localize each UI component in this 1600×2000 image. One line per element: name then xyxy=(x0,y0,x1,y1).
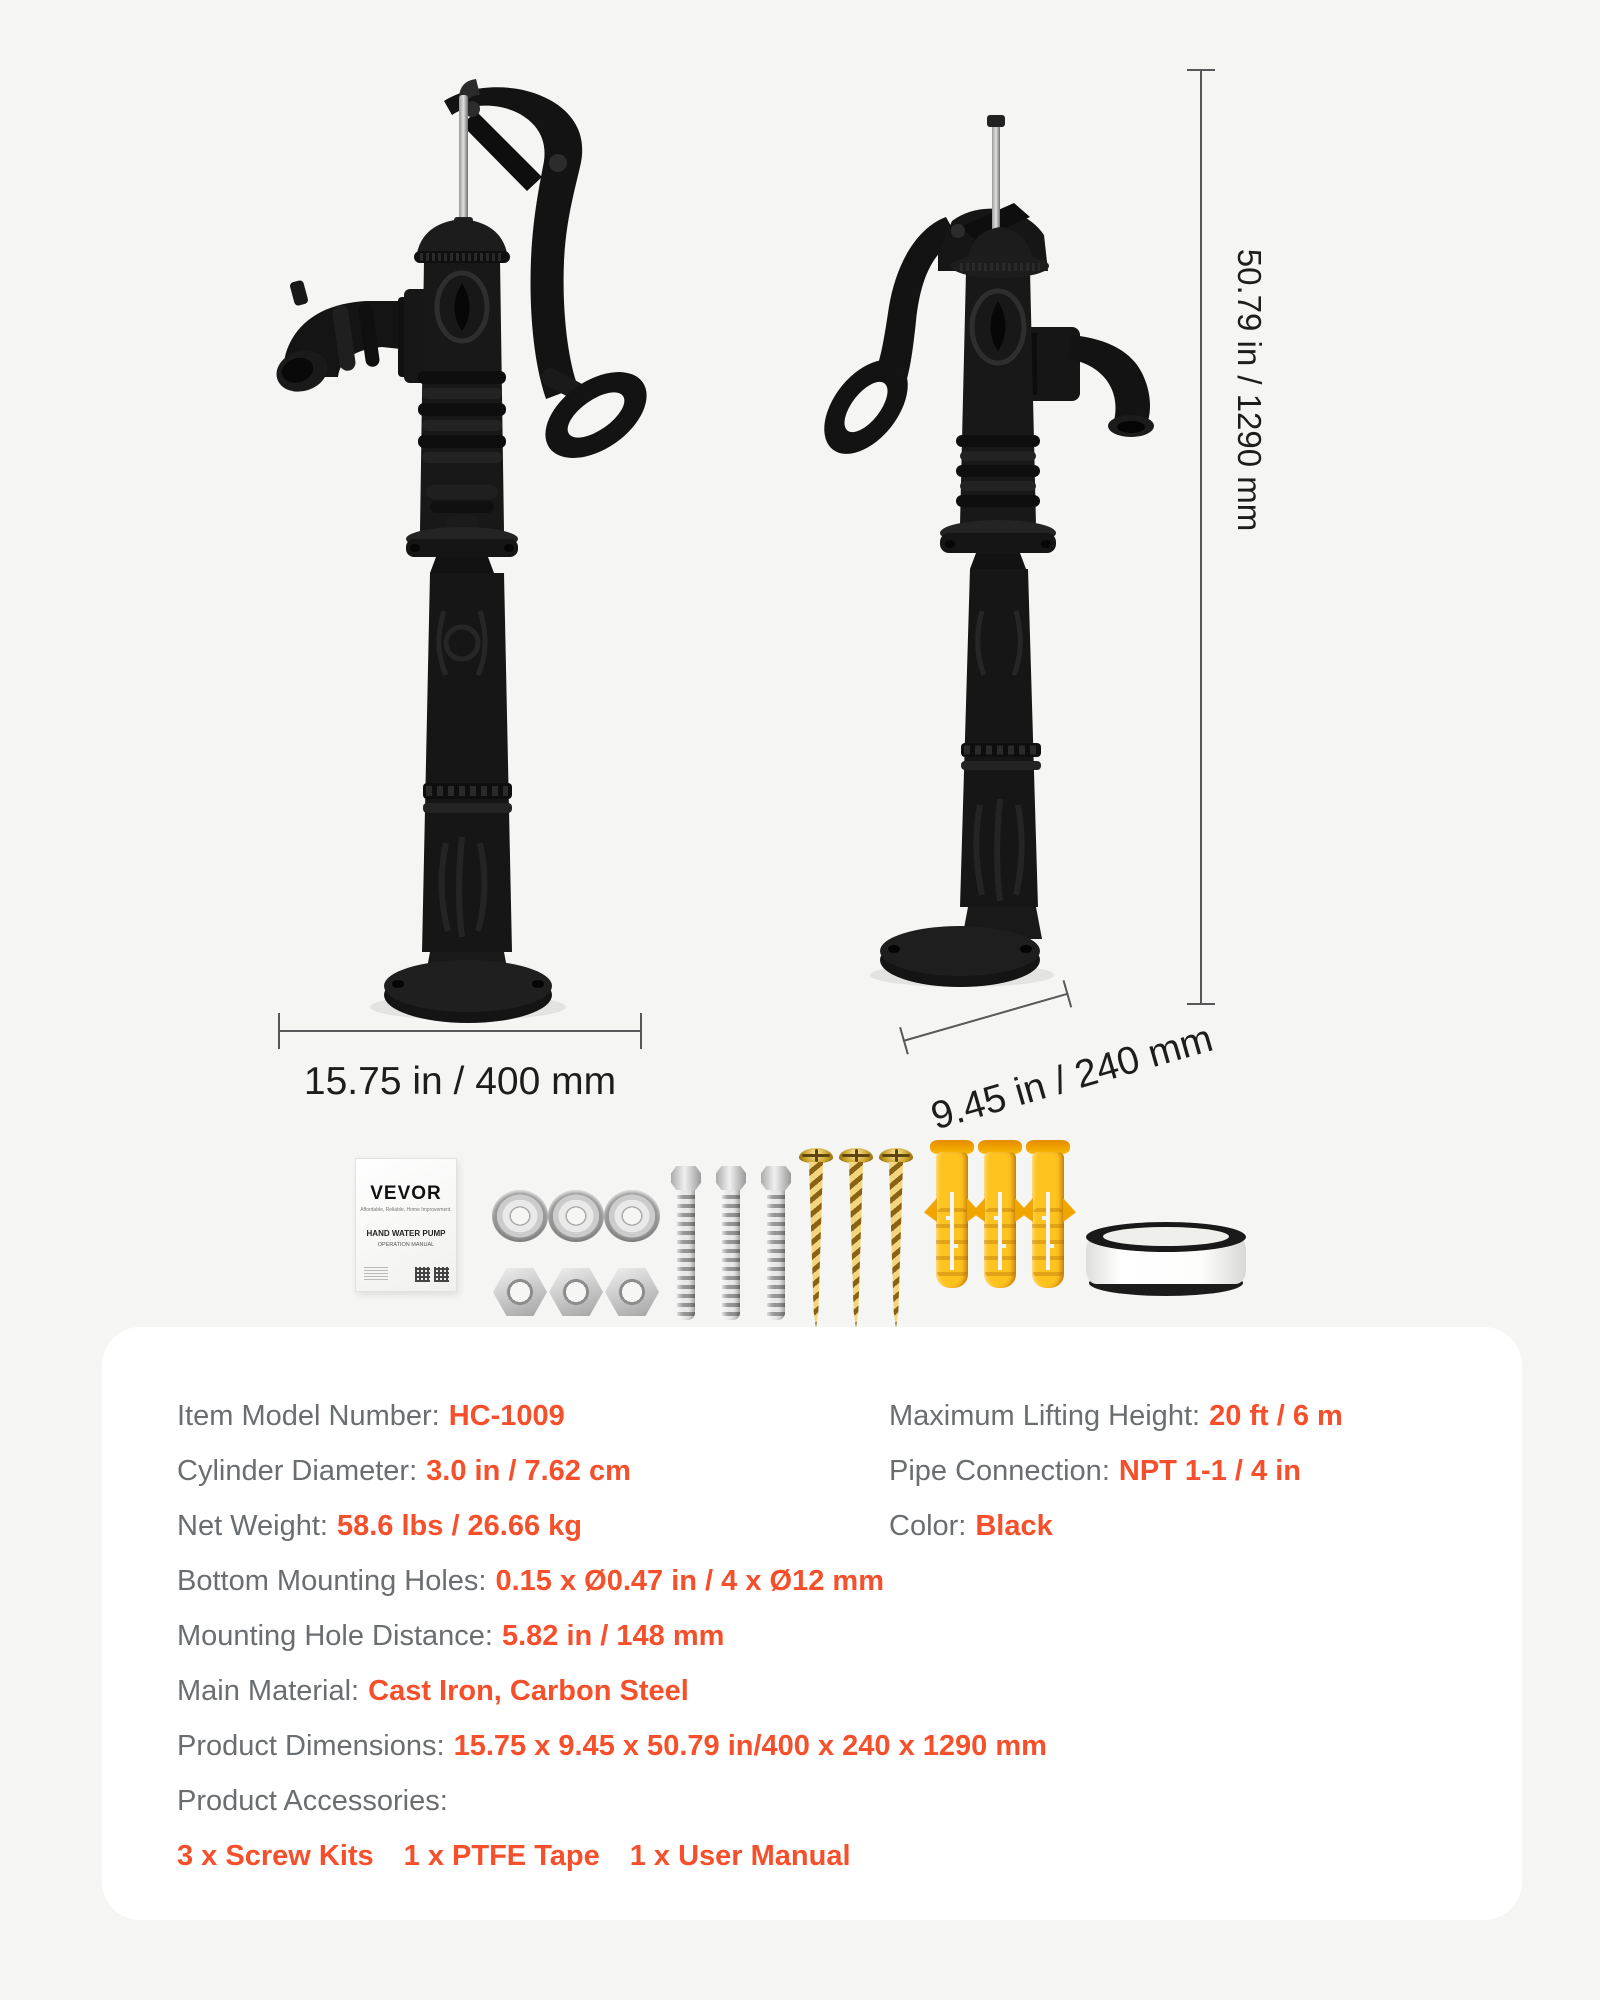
wall-anchor-icon xyxy=(978,1140,1022,1292)
wall-anchor-icon xyxy=(930,1140,974,1292)
wood-screw-icon xyxy=(839,1148,873,1330)
pump-base xyxy=(384,952,552,1023)
height-dimension-label: 50.79 in / 1290 mm xyxy=(1231,248,1268,532)
depth-dimension-label: 9.45 in / 240 mm xyxy=(926,1016,1218,1139)
spec-label: Cylinder Diameter: xyxy=(177,1455,418,1487)
spec-value: 3.0 in / 7.62 cm xyxy=(426,1455,631,1487)
spec-row xyxy=(177,1774,1482,1829)
spec-label: Product Dimensions: xyxy=(177,1730,445,1762)
spec-label: Color: xyxy=(889,1510,967,1542)
spec-row xyxy=(177,1444,1482,1499)
hand-pump-three-quarter-view-illustration xyxy=(810,55,1180,1015)
spec-row xyxy=(177,1499,1482,1554)
spec-label: Bottom Mounting Holes: xyxy=(177,1565,487,1597)
spec-value: 20 ft / 6 m xyxy=(1209,1400,1343,1432)
accessory-value: 3 x Screw Kits xyxy=(177,1840,374,1872)
washer-icon xyxy=(492,1190,548,1242)
wood-screw-icon xyxy=(799,1148,833,1330)
height-dimension-line xyxy=(1200,70,1202,1005)
spec-list xyxy=(177,1389,1482,1884)
spec-row xyxy=(177,1554,1482,1609)
accessory-value: 1 x PTFE Tape xyxy=(403,1840,600,1872)
spec-label: Mounting Hole Distance: xyxy=(177,1620,493,1652)
accessory-value: 1 x User Manual xyxy=(629,1840,851,1872)
qr-codes xyxy=(415,1267,449,1282)
spec-label: Product Accessories: xyxy=(177,1785,448,1817)
hex-nut-icon xyxy=(605,1268,659,1316)
vevor-logo: VEVOR xyxy=(370,1183,442,1204)
wood-screw-icon xyxy=(879,1148,913,1330)
wall-anchor-icon xyxy=(1026,1140,1070,1292)
manual-title: HAND WATER PUMP xyxy=(366,1229,446,1238)
width-dimension-label: 15.75 in / 400 mm xyxy=(303,1060,617,1103)
spec-row xyxy=(177,1719,1482,1774)
spec-row xyxy=(177,1664,1482,1719)
spec-label: Item Model Number: xyxy=(177,1400,440,1432)
spec-value: 0.15 x Ø0.47 in / 4 x Ø12 mm xyxy=(495,1565,884,1597)
bolt-icon xyxy=(671,1166,701,1324)
spec-row xyxy=(177,1609,1482,1664)
spec-value: Cast Iron, Carbon Steel xyxy=(368,1675,689,1707)
manual-subtitle: OPERATION MANUAL xyxy=(377,1242,435,1248)
bolt-icon xyxy=(716,1166,746,1324)
spec-value: Black xyxy=(975,1510,1053,1542)
qr-code-icon xyxy=(415,1267,430,1282)
height-dimension-tick-top xyxy=(1187,69,1215,71)
hex-nut-icon xyxy=(493,1268,547,1316)
spec-value: 15.75 x 9.45 x 50.79 in/400 x 240 x 1290 mm xyxy=(453,1730,1047,1762)
spec-label: Pipe Connection: xyxy=(889,1455,1110,1487)
spec-label: Net Weight: xyxy=(177,1510,328,1542)
manual-fine-print xyxy=(364,1267,388,1280)
washer-icon xyxy=(548,1190,604,1242)
spec-value: NPT 1-1 / 4 in xyxy=(1118,1455,1301,1487)
manual-tagline: Affordable, Reliable, Home Improvement. xyxy=(360,1207,452,1213)
width-dimension-line xyxy=(278,1030,642,1032)
spec-value: HC-1009 xyxy=(448,1400,565,1432)
washer-icon xyxy=(604,1190,660,1242)
spec-row-accessories xyxy=(177,1829,1482,1884)
bolt-icon xyxy=(761,1166,791,1324)
spec-label: Maximum Lifting Height: xyxy=(889,1400,1201,1432)
width-dimension-tick-right xyxy=(640,1013,642,1049)
pump-spout xyxy=(271,280,420,398)
spec-value: 5.82 in / 148 mm xyxy=(501,1620,725,1652)
hand-pump-side-view-illustration xyxy=(240,55,660,1040)
spec-value: 58.6 lbs / 26.66 kg xyxy=(336,1510,583,1542)
pump-base xyxy=(880,907,1042,987)
width-dimension-tick-left xyxy=(278,1013,280,1049)
user-manual-booklet xyxy=(355,1158,457,1292)
hex-nut-icon xyxy=(549,1268,603,1316)
spec-row xyxy=(177,1389,1482,1444)
ptfe-tape-roll xyxy=(1086,1222,1246,1296)
qr-code-icon xyxy=(434,1267,449,1282)
height-dimension-tick-bottom xyxy=(1187,1003,1215,1005)
spec-panel xyxy=(102,1327,1522,1920)
pump-spout xyxy=(1024,327,1154,437)
spec-label: Main Material: xyxy=(177,1675,360,1707)
